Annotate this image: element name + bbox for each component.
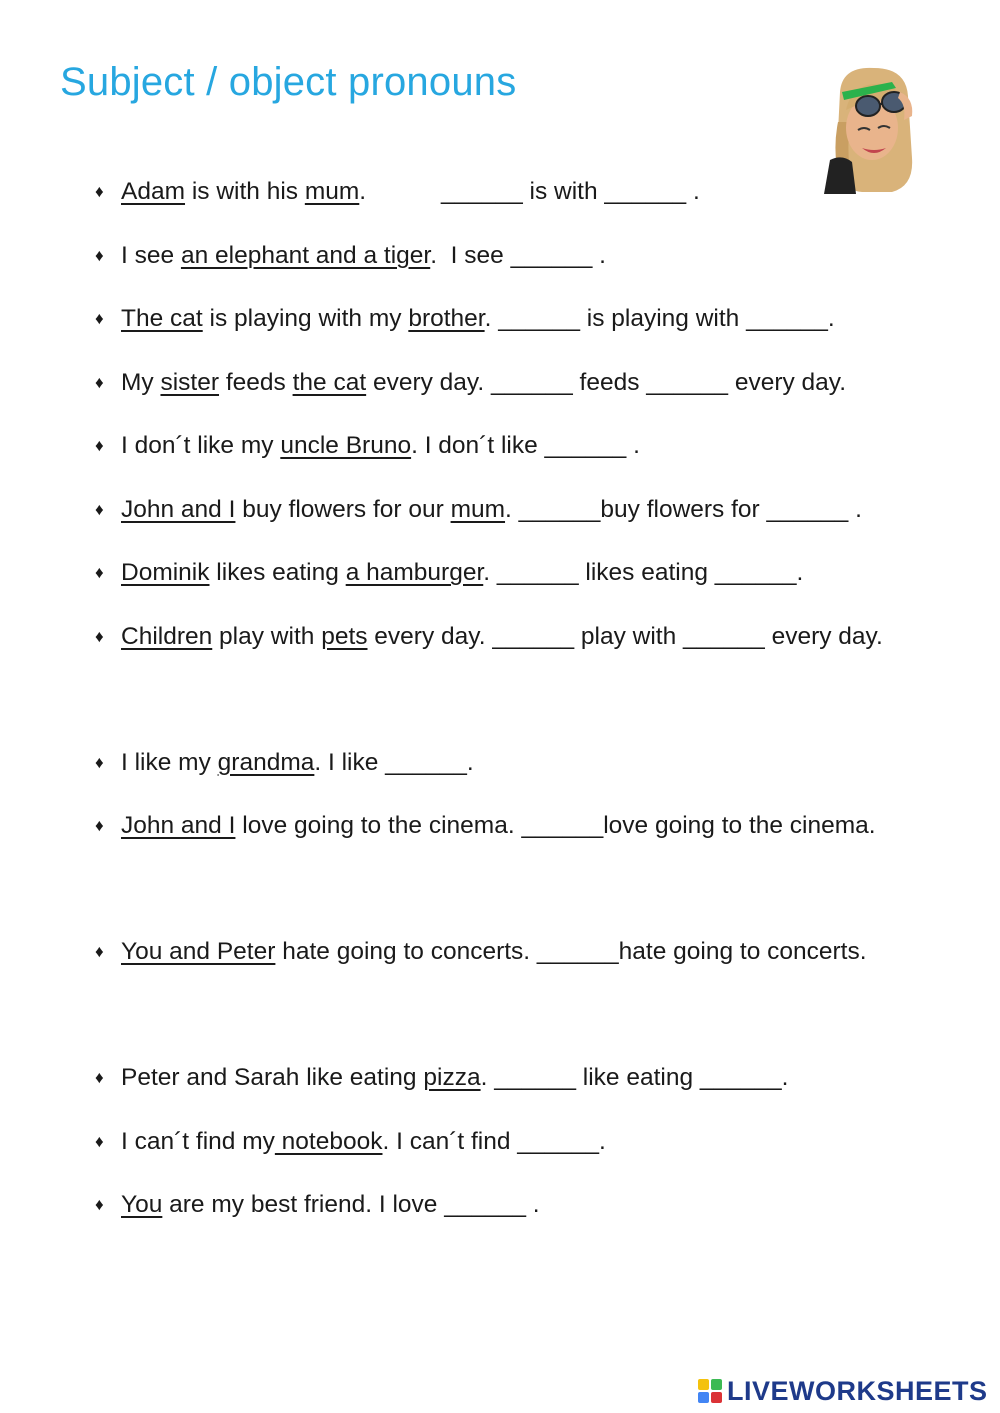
exercise-sentence: [121, 168, 911, 216]
liveworksheets-logo: [698, 1376, 988, 1406]
liveworksheets-logo-mark: [698, 1379, 722, 1403]
diamond-bullet-icon: ♦: [95, 309, 104, 328]
underlined-phrase: brother: [408, 305, 485, 332]
exercise-sentence: [121, 549, 911, 597]
sentence-text: hate going to concerts. ______hate going to concerts.: [275, 938, 867, 965]
exercise-item: [95, 1181, 955, 1245]
diamond-bullet-icon: ♦: [95, 1131, 104, 1151]
underlined-phrase: John and I: [121, 495, 236, 523]
underlined-phrase: notebook: [274, 1127, 383, 1155]
sentence-text: . ______ likes eating ______.: [483, 559, 804, 586]
exercise-item: [95, 295, 955, 359]
exercise-item: [95, 549, 955, 613]
page-title: Subject / object pronouns: [60, 60, 517, 104]
sentence-text: every day. ______ feeds ______ every day.: [366, 368, 847, 396]
diamond-bullet-icon: ♦: [95, 1068, 104, 1087]
sentence-text: likes eating: [209, 559, 346, 586]
exercise-sentence: [121, 606, 911, 668]
exercise-sentence: [121, 359, 911, 407]
exercise-sentence: [121, 295, 911, 343]
underlined-phrase: pizza: [423, 1064, 481, 1091]
underlined-phrase: the cat: [292, 368, 367, 396]
diamond-bullet-icon: ♦: [95, 1195, 104, 1214]
underlined-phrase: sister: [160, 368, 220, 396]
exercise-sentence: [121, 739, 911, 787]
exercise-item: [95, 739, 955, 803]
exercise-item: [95, 613, 955, 739]
sentence-text: . ______ is playing with ______.: [484, 305, 835, 332]
sentence-text: play with: [212, 622, 322, 650]
underlined-phrase: uncle Bruno: [280, 432, 412, 459]
sentence-text: . ______ is with ______ .: [359, 178, 700, 205]
sentence-text: buy flowers for our: [235, 495, 451, 523]
exercise-sentence: [121, 486, 911, 534]
sentence-text: I can´t find my: [121, 1127, 275, 1155]
diamond-bullet-icon: ♦: [95, 626, 104, 646]
exercise-item: [95, 1054, 955, 1118]
diamond-bullet-icon: ♦: [95, 752, 104, 772]
underlined-phrase: grandma: [217, 748, 315, 776]
exercise-list: [95, 168, 955, 1245]
exercise-sentence: [121, 795, 911, 857]
sentence-text: feeds: [219, 368, 293, 396]
sentence-text: . I like ______.: [314, 748, 474, 776]
diamond-bullet-icon: ♦: [95, 942, 104, 961]
exercise-item: [95, 486, 955, 550]
exercise-sentence: [121, 1054, 911, 1102]
exercise-item: [95, 422, 955, 486]
sentence-text: . ______buy flowers for ______ .: [505, 495, 862, 523]
underlined-phrase: Children: [121, 622, 213, 650]
sentence-text: . ______ like eating ______.: [480, 1064, 789, 1091]
sentence-text: are my best friend. I love ______ .: [162, 1191, 540, 1218]
underlined-phrase: John and I: [121, 812, 236, 839]
sentence-text: Peter and Sarah like eating: [121, 1064, 424, 1091]
sentence-text: I don´t like my: [121, 432, 281, 459]
logo-square-yellow: [698, 1379, 709, 1390]
sentence-text: is playing with my: [202, 305, 409, 332]
underlined-phrase: The cat: [121, 305, 203, 332]
sentence-text: . I see ______ .: [430, 241, 606, 269]
exercise-item: [95, 359, 955, 423]
diamond-bullet-icon: ♦: [95, 816, 104, 835]
exercise-item: [95, 232, 955, 296]
diamond-bullet-icon: ♦: [95, 182, 104, 201]
exercise-sentence: [121, 1118, 911, 1166]
sentence-text: I see: [121, 241, 181, 269]
underlined-phrase: Dominik: [121, 559, 210, 586]
sentence-text: is with his: [185, 178, 305, 205]
diamond-bullet-icon: ♦: [95, 436, 104, 455]
underlined-phrase: an elephant and a tiger: [180, 241, 431, 269]
underlined-phrase: Adam: [121, 178, 186, 205]
sentence-text: My: [121, 368, 161, 396]
exercise-sentence: [121, 422, 911, 470]
exercise-item: [95, 928, 955, 1054]
underlined-phrase: You and Peter: [121, 938, 276, 965]
sentence-text: . I don´t like ______ .: [411, 432, 640, 459]
logo-square-red: [711, 1392, 722, 1403]
sentence-text: love going to the cinema. ______love going to the cinema.: [235, 812, 876, 839]
underlined-phrase: pets: [321, 622, 368, 650]
exercise-item: [95, 1118, 955, 1182]
exercise-sentence: [121, 232, 911, 280]
underlined-phrase: mum: [450, 495, 506, 523]
logo-square-blue: [698, 1392, 709, 1403]
sentence-text: . I can´t find ______.: [382, 1127, 606, 1155]
underlined-phrase: a hamburger: [345, 559, 484, 586]
underlined-phrase: mum: [304, 178, 360, 205]
logo-square-green: [711, 1379, 722, 1390]
diamond-bullet-icon: ♦: [95, 563, 104, 582]
diamond-bullet-icon: ♦: [95, 499, 104, 519]
underlined-phrase: You: [121, 1191, 163, 1218]
liveworksheets-logo-text: LIVEWORKSHEETS: [727, 1375, 988, 1406]
exercise-item: [95, 168, 955, 232]
diamond-bullet-icon: ♦: [95, 372, 104, 392]
exercise-sentence: [121, 921, 911, 983]
sentence-text: I like my: [121, 748, 218, 776]
exercise-sentence: [121, 1181, 911, 1229]
sentence-text: every day. ______ play with ______ every day.: [367, 622, 883, 650]
exercise-item: [95, 802, 955, 928]
diamond-bullet-icon: ♦: [95, 245, 104, 265]
